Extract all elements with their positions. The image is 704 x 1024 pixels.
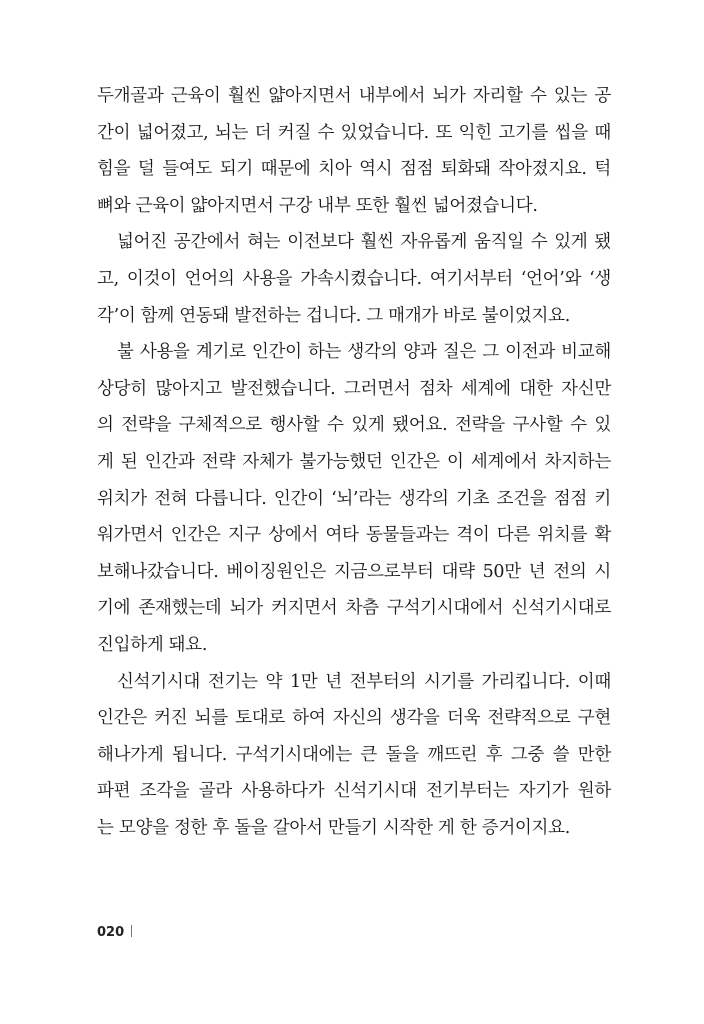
- text-line: 게 된 인간과 전략 자체가 불가능했던 인간은 이 세계에서 차지하는: [97, 451, 611, 472]
- text-line: 두개골과 근육이 훨씬 얇아지면서 내부에서 뇌가 자리할 수 있는 공: [97, 86, 611, 106]
- paragraph: [97, 224, 611, 334]
- page-number-label: 020: [97, 925, 125, 940]
- text-line: 뼈와 근육이 얇아지면서 구강 내부 또한 훨씬 넓어졌습니다.: [97, 195, 538, 216]
- page-number: [97, 925, 132, 940]
- text-line: 진입하게 돼요.: [97, 634, 208, 655]
- text-line: 고, 이것이 언어의 사용을 가속시켰습니다. 여기서부터 ‘언어’와 ‘생: [97, 268, 611, 289]
- text-line: 간이 넓어졌고, 뇌는 더 커질 수 있었습니다. 또 익힌 고기를 씹을 때: [97, 122, 611, 143]
- text-line: 넓어진 공간에서 혀는 이전보다 훨씬 자유롭게 움직일 수 있게 됐: [117, 232, 611, 253]
- paragraph: [97, 334, 611, 663]
- paragraph: [97, 78, 611, 224]
- text-line: 신석기시대 전기는 약 1만 년 전부터의 시기를 가리킵니다. 이때: [117, 671, 611, 692]
- text-line: 는 모양을 정한 후 돌을 갈아서 만들기 시작한 게 한 증거이지요.: [97, 817, 571, 838]
- text-line: 파편 조각을 골라 사용하다가 신석기시대 전기부터는 자기가 원하: [97, 781, 611, 802]
- text-line: 해나가게 됩니다. 구석기시대에는 큰 돌을 깨뜨린 후 그중 쓸 만한: [97, 744, 611, 765]
- text-line: 의 전략을 구체적으로 행사할 수 있게 됐어요. 전략을 구사할 수 있: [97, 415, 611, 436]
- text-line: 인간은 커진 뇌를 토대로 하여 자신의 생각을 더욱 전략적으로 구현: [97, 708, 611, 729]
- text-line: 워가면서 인간은 지구 상에서 여타 동물들과는 격이 다른 위치를 확: [97, 525, 611, 546]
- text-line: 기에 존재했는데 뇌가 커지면서 차츰 구석기시대에서 신석기시대로: [97, 598, 611, 619]
- text-line: 힘을 덜 들여도 되기 때문에 치아 역시 점점 퇴화돼 작아졌지요. 턱: [97, 159, 611, 180]
- text-line: 각’이 함께 연동돼 발전하는 겁니다. 그 매개가 바로 불이었지요.: [97, 305, 571, 326]
- body-text: [97, 78, 611, 846]
- text-line: 상당히 많아지고 발전했습니다. 그러면서 점차 세계에 대한 자신만: [97, 378, 611, 399]
- paragraph: [97, 664, 611, 847]
- text-line: 보해나갔습니다. 베이징원인은 지금으로부터 대략 50만 년 전의 시: [97, 561, 611, 582]
- page-number-divider: [131, 925, 132, 937]
- text-line: 불 사용을 계기로 인간이 하는 생각의 양과 질은 그 이전과 비교해: [117, 342, 611, 363]
- text-line: 위치가 전혀 다릅니다. 인간이 ‘뇌’라는 생각의 기초 조건을 점점 키: [97, 488, 611, 509]
